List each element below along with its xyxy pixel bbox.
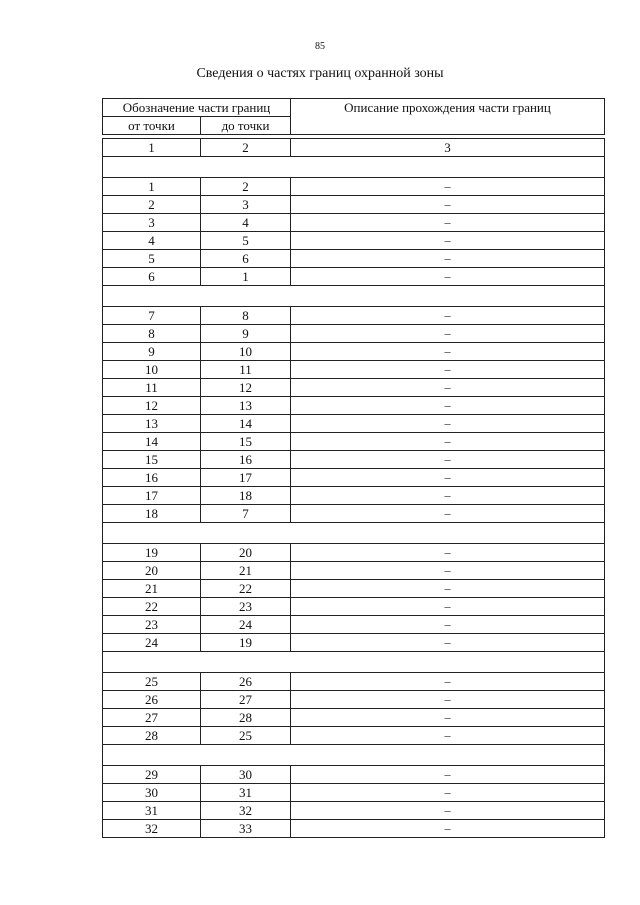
description-cell: – [291,487,605,505]
document-title: Сведения о частях границ охранной зоны [196,66,444,81]
description-cell: – [291,325,605,343]
to-point-cell: 15 [201,433,291,451]
from-point-cell: 29 [103,766,201,784]
description-cell: – [291,433,605,451]
column-number: 1 [103,139,201,157]
table-row [103,250,605,268]
table-row [103,415,605,433]
table-row [103,766,605,784]
to-point-cell: 1 [201,268,291,286]
to-point-cell: 5 [201,232,291,250]
to-point-cell: 8 [201,307,291,325]
from-point-cell: 1 [103,178,201,196]
to-point-cell: 16 [201,451,291,469]
to-point-cell: 28 [201,709,291,727]
from-point-cell: 32 [103,820,201,838]
section-separator-row [103,157,605,178]
table-row [103,580,605,598]
table-row [103,562,605,580]
section-separator-cell [103,745,605,766]
table-row [103,544,605,562]
from-point-cell: 9 [103,343,201,361]
table-row [103,505,605,523]
to-point-cell: 25 [201,727,291,745]
description-cell: – [291,196,605,214]
description-cell: – [291,727,605,745]
description-cell: – [291,634,605,652]
from-point-cell: 13 [103,415,201,433]
table-row [103,616,605,634]
description-cell: – [291,307,605,325]
from-point-cell: 30 [103,784,201,802]
description-cell: – [291,544,605,562]
table-row [103,709,605,727]
description-cell: – [291,343,605,361]
to-point-cell: 31 [201,784,291,802]
table-row [103,343,605,361]
description-cell: – [291,802,605,820]
to-point-cell: 23 [201,598,291,616]
description-cell: – [291,616,605,634]
to-point-cell: 13 [201,397,291,415]
to-point-cell: 30 [201,766,291,784]
table-row [103,802,605,820]
section-separator-cell [103,652,605,673]
from-point-cell: 12 [103,397,201,415]
page-number: 85 [315,41,325,52]
description-cell: – [291,673,605,691]
table-row [103,307,605,325]
section-separator-row [103,652,605,673]
from-point-cell: 8 [103,325,201,343]
description-cell: – [291,415,605,433]
to-point-cell: 32 [201,802,291,820]
from-point-cell: 24 [103,634,201,652]
from-point-cell: 6 [103,268,201,286]
from-point-cell: 22 [103,598,201,616]
table-row [103,379,605,397]
section-separator-row [103,745,605,766]
header-to-point: до точки [201,117,291,135]
table-row [103,397,605,415]
from-point-cell: 19 [103,544,201,562]
to-point-cell: 7 [201,505,291,523]
to-point-cell: 6 [201,250,291,268]
to-point-cell: 19 [201,634,291,652]
from-point-cell: 23 [103,616,201,634]
boundary-parts-table [102,98,605,838]
from-point-cell: 16 [103,469,201,487]
table-row [103,784,605,802]
column-number: 3 [291,139,605,157]
from-point-cell: 7 [103,307,201,325]
from-point-cell: 28 [103,727,201,745]
description-cell: – [291,379,605,397]
table-body [103,135,605,838]
table-row [103,598,605,616]
table-row [103,487,605,505]
from-point-cell: 31 [103,802,201,820]
to-point-cell: 20 [201,544,291,562]
to-point-cell: 9 [201,325,291,343]
table-row [103,178,605,196]
to-point-cell: 21 [201,562,291,580]
from-point-cell: 2 [103,196,201,214]
table-row [103,268,605,286]
description-cell: – [291,469,605,487]
description-cell: – [291,691,605,709]
table-row [103,820,605,838]
to-point-cell: 3 [201,196,291,214]
from-point-cell: 10 [103,361,201,379]
header-boundary-description: Описание прохождения части границ [291,99,605,135]
from-point-cell: 4 [103,232,201,250]
from-point-cell: 20 [103,562,201,580]
description-cell: – [291,232,605,250]
table-row [103,232,605,250]
section-separator-row [103,286,605,307]
section-separator-row [103,523,605,544]
from-point-cell: 14 [103,433,201,451]
header-boundary-designation: Обозначение части границ [103,99,291,117]
to-point-cell: 24 [201,616,291,634]
description-cell: – [291,784,605,802]
to-point-cell: 17 [201,469,291,487]
description-cell: – [291,178,605,196]
from-point-cell: 17 [103,487,201,505]
from-point-cell: 25 [103,673,201,691]
table-row [103,433,605,451]
to-point-cell: 14 [201,415,291,433]
description-cell: – [291,451,605,469]
to-point-cell: 26 [201,673,291,691]
description-cell: – [291,268,605,286]
from-point-cell: 11 [103,379,201,397]
from-point-cell: 27 [103,709,201,727]
description-cell: – [291,562,605,580]
description-cell: – [291,766,605,784]
description-cell: – [291,397,605,415]
table-row [103,673,605,691]
table-row [103,325,605,343]
from-point-cell: 5 [103,250,201,268]
table-row [103,361,605,379]
section-separator-cell [103,286,605,307]
description-cell: – [291,214,605,232]
from-point-cell: 21 [103,580,201,598]
description-cell: – [291,709,605,727]
description-cell: – [291,250,605,268]
to-point-cell: 33 [201,820,291,838]
description-cell: – [291,361,605,379]
from-point-cell: 15 [103,451,201,469]
table-row [103,196,605,214]
description-cell: – [291,505,605,523]
table-row [103,214,605,232]
to-point-cell: 12 [201,379,291,397]
to-point-cell: 10 [201,343,291,361]
description-cell: – [291,820,605,838]
column-numbering-row [103,139,605,157]
from-point-cell: 18 [103,505,201,523]
to-point-cell: 22 [201,580,291,598]
section-separator-cell [103,523,605,544]
table-row [103,451,605,469]
description-cell: – [291,580,605,598]
column-number: 2 [201,139,291,157]
table-row [103,691,605,709]
description-cell: – [291,598,605,616]
header-from-point: от точки [103,117,201,135]
table-row [103,727,605,745]
table-row [103,634,605,652]
from-point-cell: 26 [103,691,201,709]
from-point-cell: 3 [103,214,201,232]
to-point-cell: 11 [201,361,291,379]
to-point-cell: 18 [201,487,291,505]
to-point-cell: 4 [201,214,291,232]
table-row [103,469,605,487]
section-separator-cell [103,157,605,178]
to-point-cell: 27 [201,691,291,709]
to-point-cell: 2 [201,178,291,196]
